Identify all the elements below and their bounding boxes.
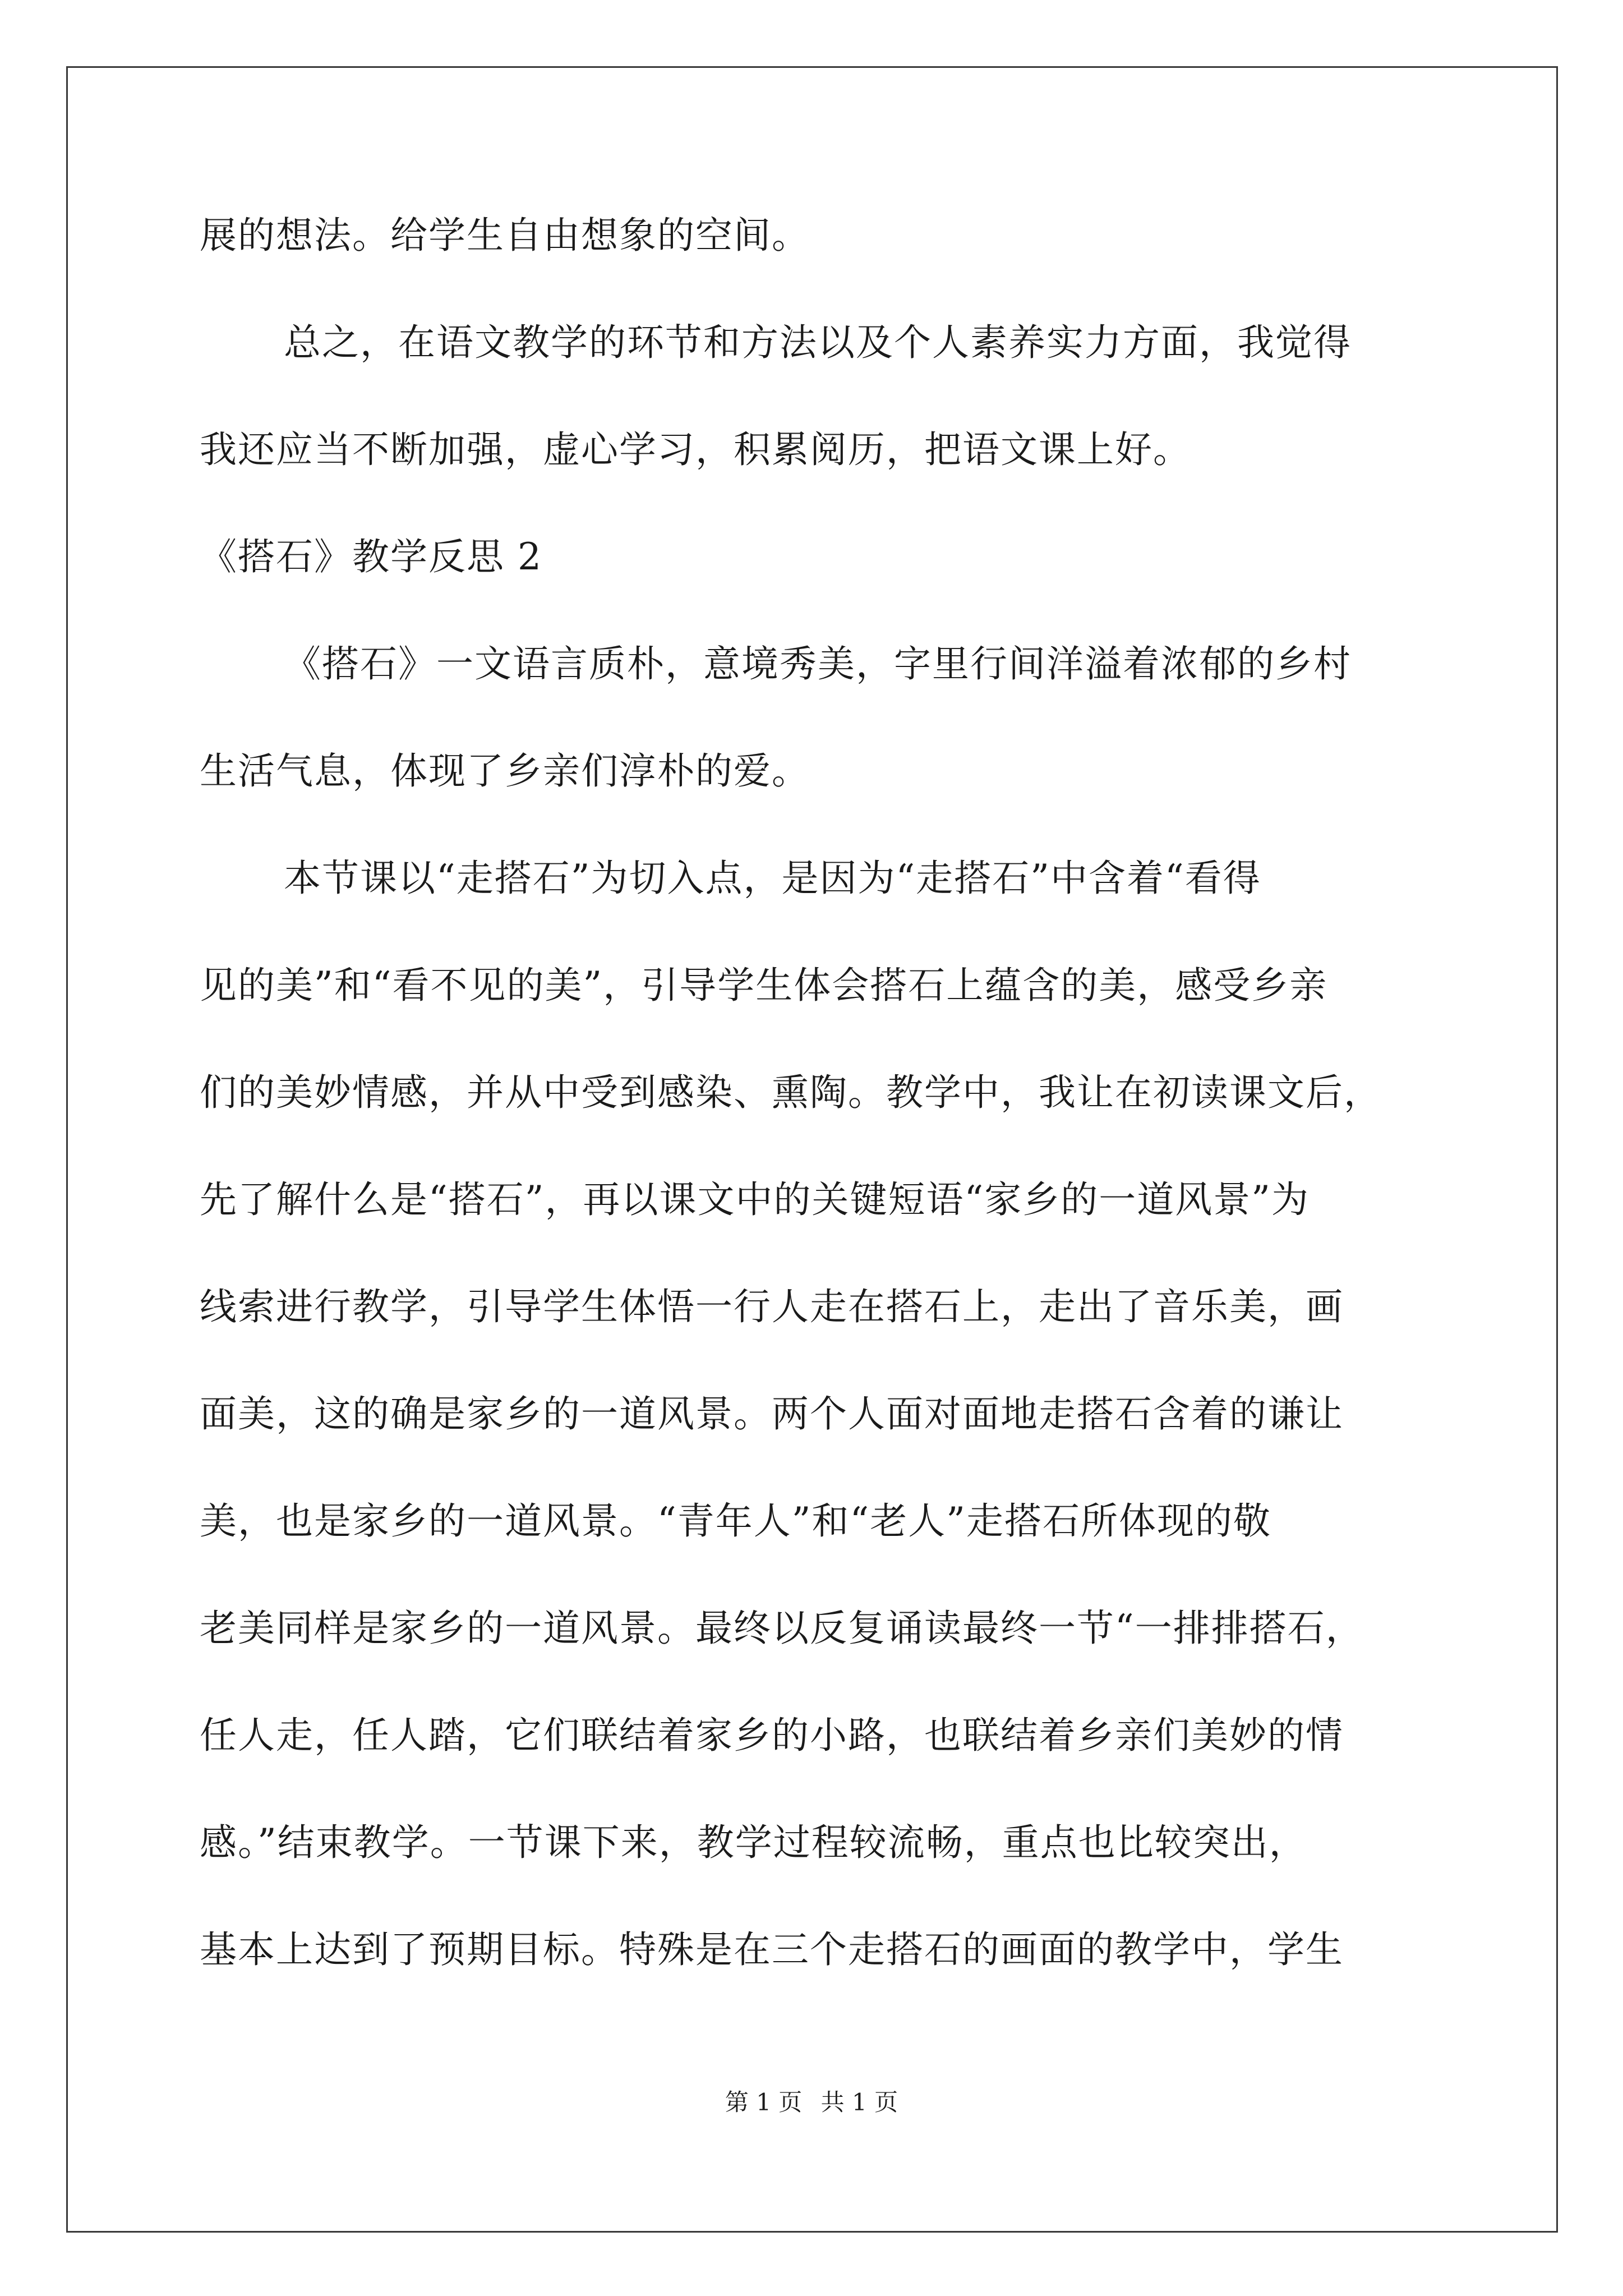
- text-line: 任人走，任人踏，它们联结着家乡的小路，也联结着乡亲们美妙的情: [200, 1714, 1344, 1757]
- page-footer: [0, 2087, 1623, 2118]
- page-number: 第 1 页: [725, 2088, 803, 2116]
- text-line: 老美同样是家乡的一道风景。最终以反复诵读最终一节“一排排搭石，: [200, 1607, 1364, 1650]
- text-line: 总之，在语文教学的环节和方法以及个人素养实力方面，我觉得: [284, 321, 1352, 364]
- text-line: 线索进行教学，引导学生体悟一行人走在搭石上，走出了音乐美，画: [200, 1285, 1344, 1328]
- text-line: 本节课以“走搭石”为切入点，是因为“走搭石”中含着“看得: [284, 857, 1261, 900]
- page-total: 共 1 页: [820, 2088, 898, 2116]
- text-line: 感。”结束教学。一节课下来，教学过程较流畅，重点也比较突出，: [200, 1821, 1307, 1864]
- text-line: 见的美”和“看不见的美”，引导学生体会搭石上蕴含的美，感受乡亲: [200, 964, 1328, 1007]
- text-line: 美，也是家乡的一道风景。“青年人”和“老人”走搭石所体现的敬: [200, 1499, 1271, 1543]
- text-line: 先了解什么是“搭石”，再以课文中的关键短语“家乡的一道风景”为: [200, 1178, 1310, 1221]
- text-line: 面美，这的确是家乡的一道风景。两个人面对面地走搭石含着的谦让: [200, 1392, 1344, 1435]
- text-line: 《搭石》一文语言质朴，意境秀美，字里行间洋溢着浓郁的乡村: [284, 642, 1352, 685]
- page-border: [66, 66, 1558, 2233]
- text-line: 展的想法。给学生自由想象的空间。: [200, 214, 810, 257]
- section-heading: 《搭石》教学反思 2: [200, 535, 542, 578]
- text-line: 我还应当不断加强，虚心学习，积累阅历，把语文课上好。: [200, 428, 1191, 471]
- text-line: 们的美妙情感，并从中受到感染、熏陶。教学中，我让在初读课文后，: [200, 1071, 1382, 1114]
- text-line: 基本上达到了预期目标。特殊是在三个走搭石的画面的教学中，学生: [200, 1928, 1344, 1971]
- text-line: 生活气息，体现了乡亲们淳朴的爱。: [200, 749, 810, 793]
